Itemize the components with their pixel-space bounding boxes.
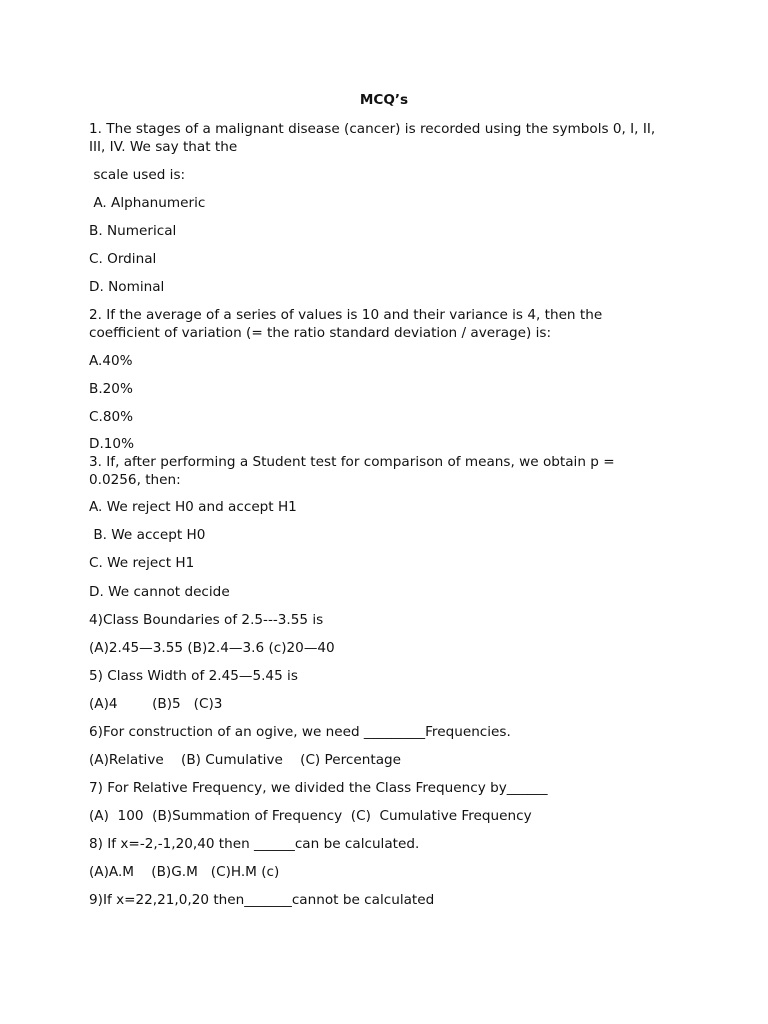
question-4-options: (A)2.45—3.55 (B)2.4—3.6 (c)20—40 xyxy=(89,640,335,656)
question-2-option-a: A.40% xyxy=(89,353,133,369)
question-5-options: (A)4 (B)5 (C)3 xyxy=(89,696,223,712)
question-2-text-line-2: coefficient of variation (= the ratio standard deviation / average) is: xyxy=(89,325,552,341)
question-1-text-line-3: scale used is: xyxy=(89,167,186,183)
question-7-text: 7) For Relative Frequency, we divided the Class Frequency by______ xyxy=(89,780,548,796)
question-2-option-c: C.80% xyxy=(89,409,134,425)
question-9-text: 9)If x=22,21,0,20 then_______cannot be calculated xyxy=(89,892,435,908)
question-3-text-line-2: 0.0256, then: xyxy=(89,472,181,488)
page-title: MCQ’s xyxy=(359,92,409,108)
question-3-option-d: D. We cannot decide xyxy=(89,584,230,600)
question-6-options: (A)Relative (B) Cumulative (C) Percentage xyxy=(89,752,402,768)
question-1-option-b: B. Numerical xyxy=(89,223,177,239)
question-2-option-b: B.20% xyxy=(89,381,133,397)
question-3-text-line-1: 3. If, after performing a Student test for comparison of means, we obtain p = xyxy=(89,454,615,470)
question-2-option-d: D.10% xyxy=(89,436,135,452)
question-6-text: 6)For construction of an ogive, we need _________Frequencies. xyxy=(89,724,511,740)
question-1-option-a: A. Alphanumeric xyxy=(89,195,206,211)
question-1-text-line-2: III, IV. We say that the xyxy=(89,139,238,155)
question-1-option-d: D. Nominal xyxy=(89,279,165,295)
question-7-options: (A) 100 (B)Summation of Frequency (C) Cumulative Frequency xyxy=(89,808,532,824)
question-8-options: (A)A.M (B)G.M (C)H.M (c) xyxy=(89,864,280,880)
question-3-option-c: C. We reject H1 xyxy=(89,555,195,571)
question-5-text: 5) Class Width of 2.45—5.45 is xyxy=(89,668,298,684)
question-3-option-a: A. We reject H0 and accept H1 xyxy=(89,499,297,515)
question-1-option-c: C. Ordinal xyxy=(89,251,157,267)
question-4-text: 4)Class Boundaries of 2.5---3.55 is xyxy=(89,612,324,628)
question-3-option-b: B. We accept H0 xyxy=(89,527,206,543)
question-1-text-line-1: 1. The stages of a malignant disease (cancer) is recorded using the symbols 0, I, II, xyxy=(89,121,656,137)
question-8-text: 8) If x=-2,-1,20,40 then ______can be calculated. xyxy=(89,836,420,852)
question-2-text-line-1: 2. If the average of a series of values is 10 and their variance is 4, then the xyxy=(89,307,603,323)
